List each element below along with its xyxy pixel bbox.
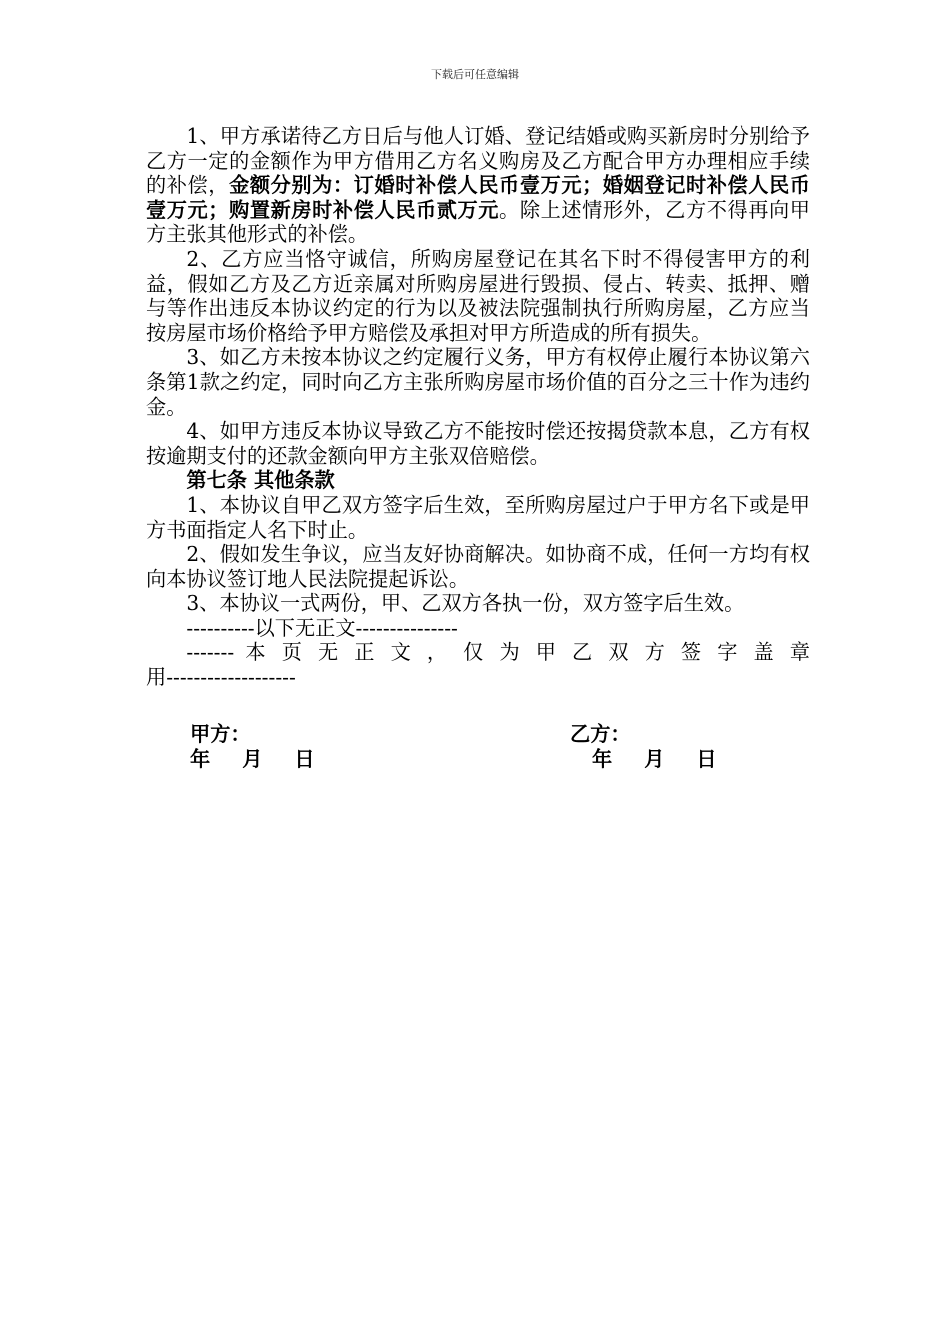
party-b-label: 乙方： (570, 722, 631, 746)
party-a-day: 日 (294, 747, 315, 771)
header-note: 下载后可任意编辑 (431, 68, 519, 81)
signature-page-note-line-1: ------- 本 页 无 正 文 ， 仅 为 甲 乙 双 方 签 字 盖 章 (186, 640, 810, 665)
document-body (146, 124, 810, 690)
clause-1-prefix: 1、甲方承诺待乙方日后与他人订婚、登记结婚或购买新房时分别给予乙方一定的金额作为甲方借用乙方名义购房及乙方配合甲方办理相应手续的补偿， (146, 124, 810, 198)
clause-3: 3、如乙方未按本协议之约定履行义务，甲方有权停止履行本协议第六条第1款之约定，同时向乙方主张所购房屋市场价值的百分之三十作为违约金。 (146, 345, 810, 419)
signature-block (146, 722, 810, 772)
article-7-heading: 第七条 其他条款 (186, 468, 335, 493)
article-7-item-3: 3、本协议一式两份，甲、乙双方各执一份，双方签字后生效。 (186, 591, 745, 616)
article-7-item-2: 2、假如发生争议，应当友好协商解决。如协商不成，任何一方均有权向本协议签订地人民法院提起诉讼。 (146, 542, 810, 591)
party-b-month: 月 (644, 747, 665, 771)
party-a-date (190, 747, 315, 772)
clause-2: 2、乙方应当恪守诚信，所购房屋登记在其名下时不得侵害甲方的利益，假如乙方及乙方近亲属对所购房屋进行毁损、侵占、转卖、抵押、赠与等作出违反本协议约定的行为以及被法院强制执行所购房屋，乙方应当按房屋市场价格给予甲方赔偿及承担对甲方所造成的所有损失。 (146, 246, 810, 345)
party-a-month: 月 (242, 747, 263, 771)
party-b-date (592, 747, 717, 772)
clause-1 (146, 124, 810, 247)
clause-1-suffix: 。除上述情形外，乙方不得再向甲方主张其他形式的补偿。 (146, 197, 810, 247)
clause-1-amounts: 金额分别为：订婚时补偿人民币壹万元；婚姻登记时补偿人民币壹万元；购置新房时补偿人民币贰万元 (146, 173, 810, 222)
party-b-year: 年 (592, 747, 613, 771)
no-text-below-line: ----------以下无正文--------------- (186, 615, 458, 640)
party-a-year: 年 (190, 747, 211, 771)
signature-page-note-line-2: 用------------------- (146, 665, 296, 690)
party-a-label: 甲方： (190, 722, 251, 746)
party-b-day: 日 (696, 747, 717, 771)
article-7-item-1: 1、本协议自甲乙双方签字后生效，至所购房屋过户于甲方名下或是甲方书面指定人名下时止。 (146, 492, 810, 542)
clause-4: 4、如甲方违反本协议导致乙方不能按时偿还按揭贷款本息，乙方有权按逾期支付的还款金额向甲方主张双倍赔偿。 (146, 419, 810, 468)
